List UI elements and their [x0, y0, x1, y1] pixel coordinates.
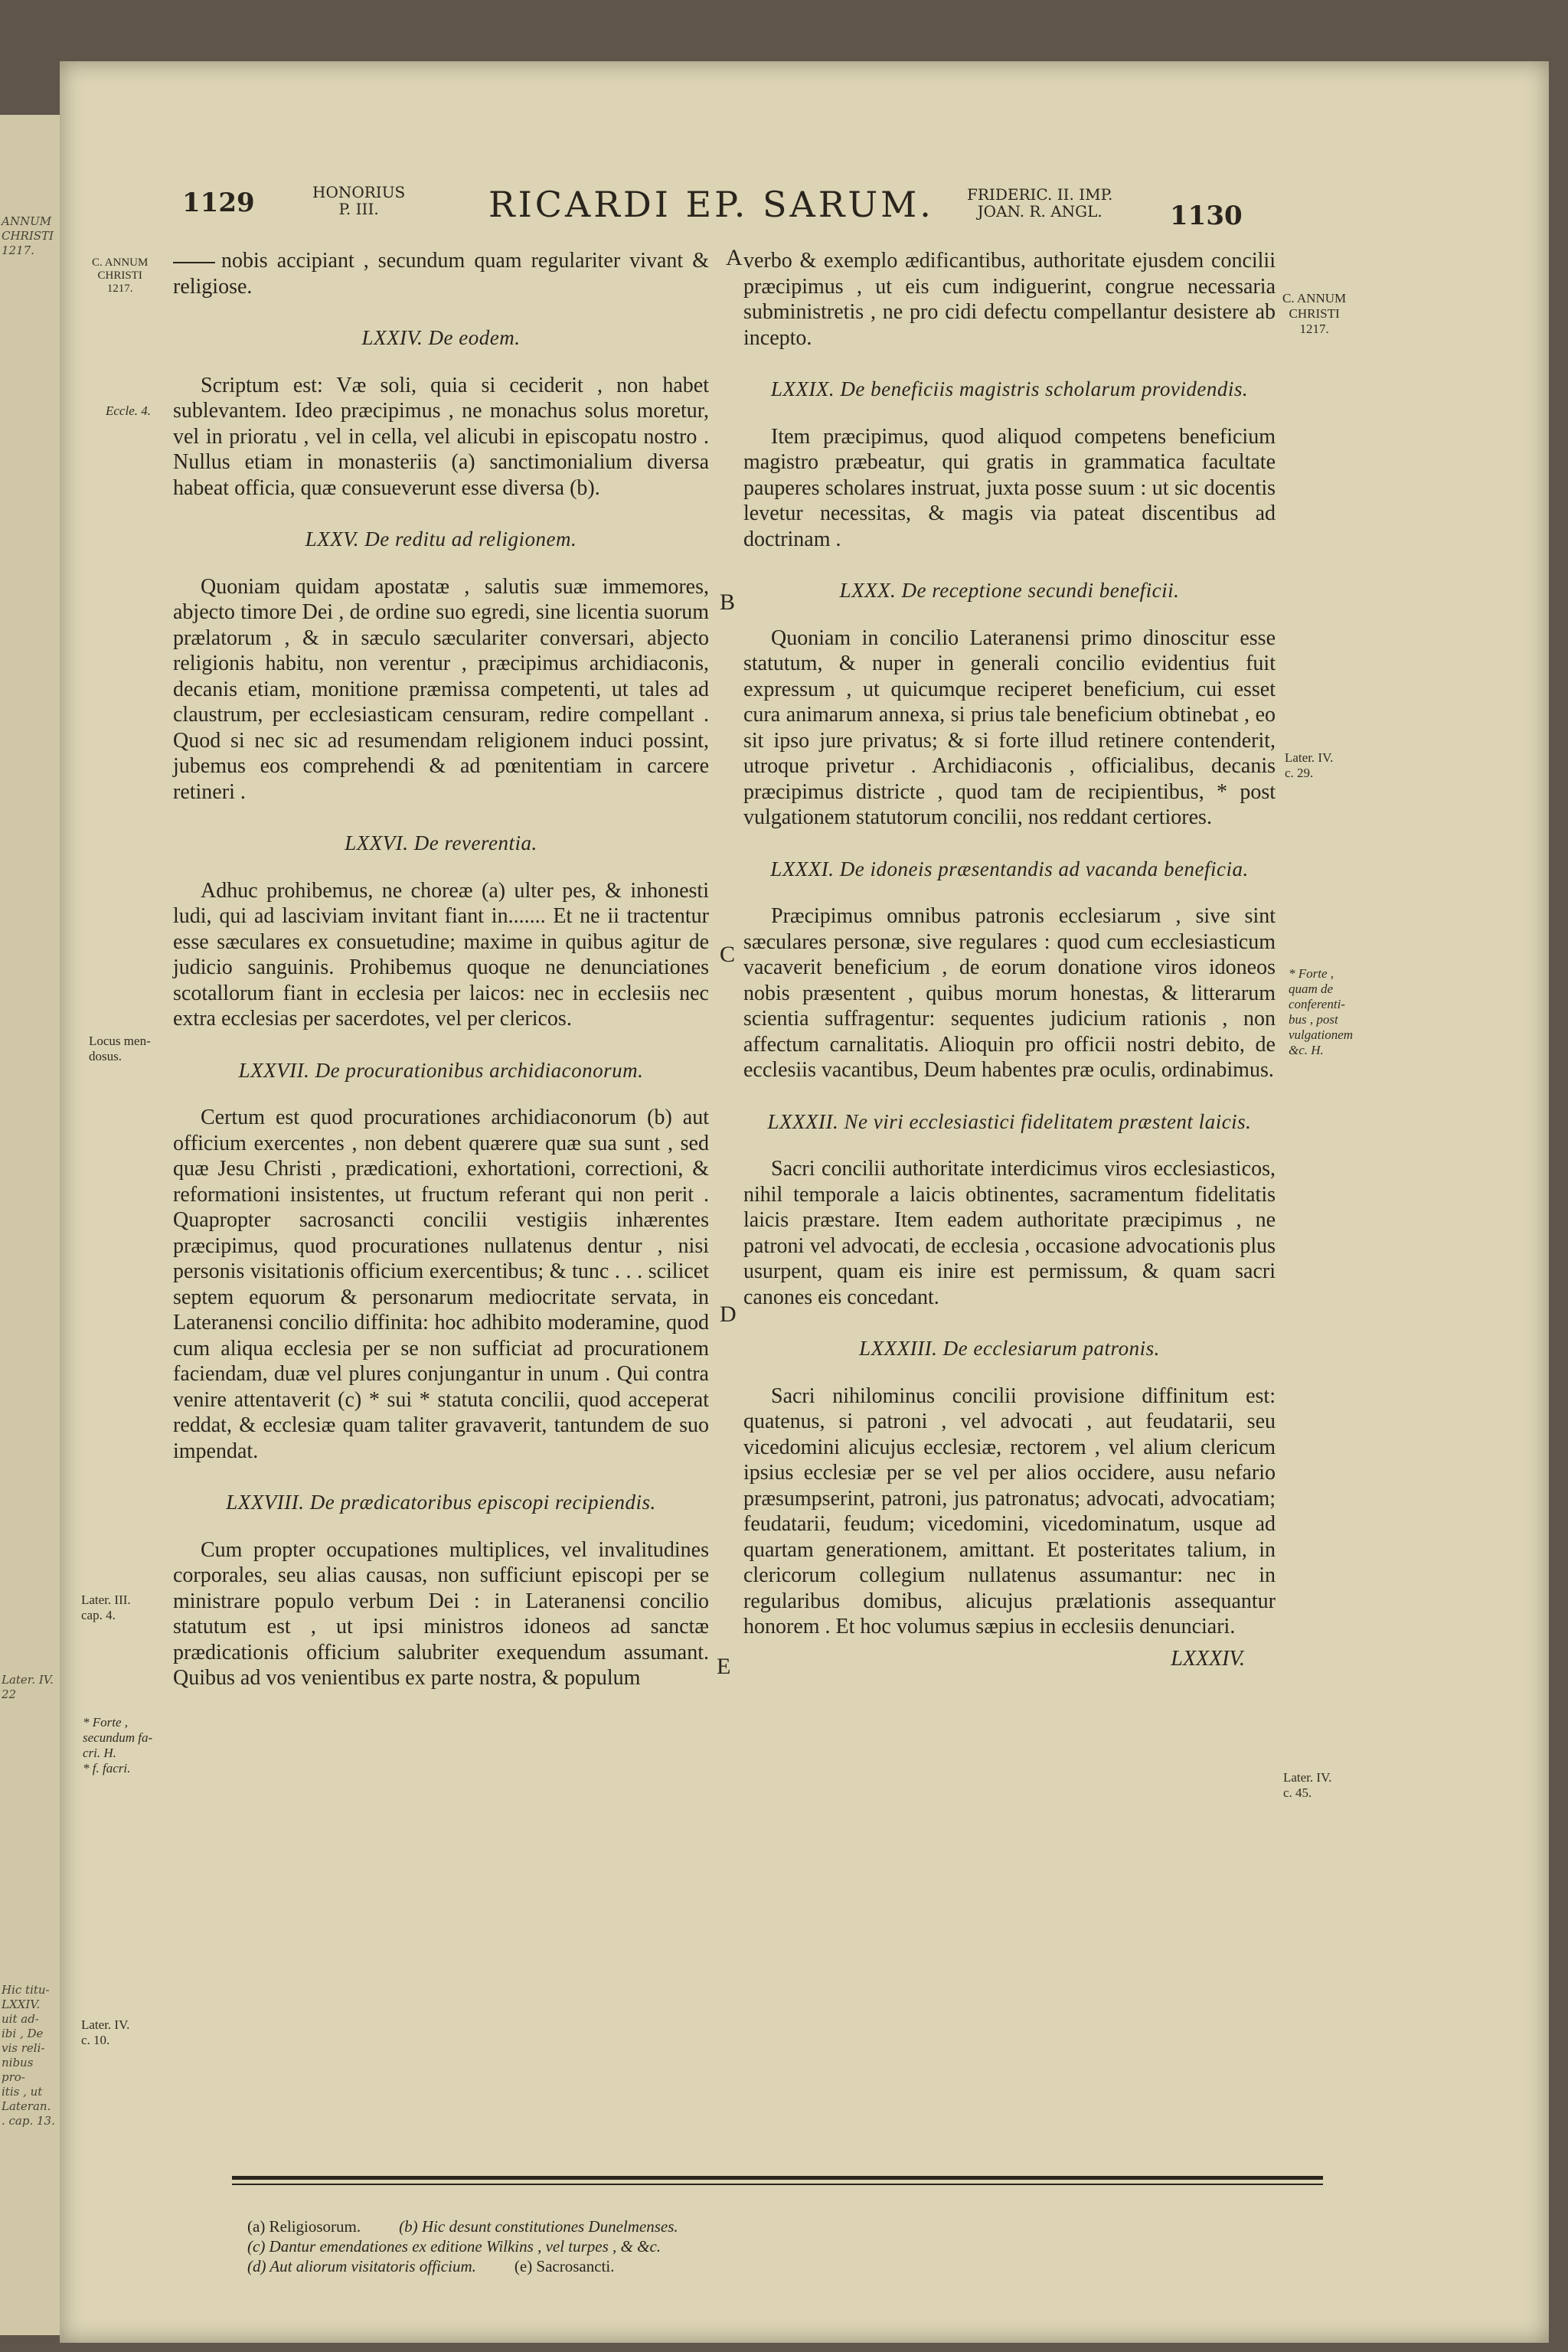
- footnotes: [247, 2216, 1166, 2276]
- footnote-a: (a) Religiosorum.: [247, 2217, 361, 2236]
- footnote-rule-thin: [232, 2184, 1323, 2185]
- footnote-rule-thick: [232, 2176, 1323, 2180]
- page-title: RICARDI EP. SARUM.: [488, 184, 934, 225]
- margin-forte-right-2: quam de: [1289, 982, 1334, 996]
- right-column: [743, 194, 1276, 1671]
- margin-annum-right-1: C. ANNUM: [1282, 291, 1347, 305]
- strip-annum-2: CHRISTI: [2, 229, 54, 243]
- margin-later-iii-1: Later. III.: [81, 1592, 131, 1607]
- margin-locus-2: dosus.: [89, 1049, 122, 1063]
- margin-eccle: Eccle. 4.: [106, 403, 151, 418]
- strip-annum-3: 1217.: [2, 243, 34, 257]
- strip-bottom-1: Hic titu-: [2, 1983, 50, 1997]
- paragraph-lxxiv: Scriptum est: Væ soli, quia si ceciderit , non habet sublevantem. Ideo præcipimus , ne monachus solus moretur, vel in prioratu , vel in cella, vel alicubi in episcopatu nostro . Nullus etiam in monasteriis (a) sanctimonialium diversa habeat officia, quæ consueverunt esse diversa (b).: [173, 373, 709, 500]
- paragraph-lxxix: Item præcipimus, quod aliquod competens beneficium magistro præbeatur, qui gratis in grammatica facultate pauperes scholares instruat, juxta posse suum : ut sic docentis levetur necessitas, & magis via pateat discentibus ad doctrinam .: [743, 424, 1276, 551]
- margin-forte-left-3: cri. H.: [83, 1746, 116, 1760]
- strip-later-iv-2: 22: [2, 1687, 17, 1701]
- heading-lxxxi: LXXXI. De idoneis præsentandis ad vacanda beneficia.: [770, 857, 1249, 880]
- lead-dash: [173, 262, 215, 263]
- strip-bottom-9: . cap. 13.: [2, 2114, 55, 2128]
- heading-lxxix: LXXIX. De beneficiis magistris scholarum providendis.: [770, 377, 1249, 400]
- margin-forte-right-4: bus , post: [1289, 1012, 1338, 1027]
- strip-bottom-8: Lateran.: [2, 2099, 51, 2113]
- margin-later-iii-2: cap. 4.: [81, 1608, 116, 1622]
- margin-locus-1: Locus men-: [89, 1034, 151, 1048]
- paragraph-lxxxii: Sacri concilii authoritate interdicimus viros ecclesiasticos, nihil temporale a laicis obtinentes, sacramentum fidelitatis laicis præstare. Item eadem authoritate præcipimus , ne patroni vel advocati, de ecclesia , occasione advocationis plus usurpent, quam eis inire est permissum, & quam sacri canones eis concedant.: [743, 1157, 1276, 1309]
- page-number-right: 1130: [1170, 201, 1243, 231]
- margin-forte-right-3: conferenti-: [1289, 997, 1345, 1011]
- page-number-left: 1129: [182, 188, 255, 218]
- running-head-right-line1: FRIDERIC. II. IMP.: [967, 185, 1113, 204]
- heading-lxxvii: LXXVII. De procurationibus archidiaconorum.: [238, 1058, 644, 1082]
- margin-annum-left-1: C. ANNUM: [92, 256, 149, 269]
- margin-forte-right: [1289, 966, 1353, 1058]
- margin-annum-right-2: CHRISTI: [1289, 306, 1340, 321]
- footnote-d: (d) Aut aliorum visitatoris officium.: [247, 2257, 476, 2275]
- margin-forte-right-6: &c. H.: [1289, 1043, 1324, 1057]
- margin-later-iv-29-2: c. 29.: [1285, 766, 1314, 780]
- margin-forte-left-2: secundum fa-: [83, 1730, 153, 1745]
- left-column: [173, 194, 709, 1697]
- margin-forte-left-4: * f. facri.: [83, 1761, 131, 1775]
- section-letter-b: B: [720, 590, 736, 615]
- margin-later-iv-left: [81, 2017, 129, 2048]
- strip-bottom-6: nibus pro-: [2, 2056, 34, 2084]
- margin-later-iv-45-1: Later. IV.: [1283, 1770, 1332, 1785]
- paragraph-lxxv: Quoniam quidam apostatæ , salutis suæ immemores, abjecto timore Dei , de ordine suo egredi, sine licentia suorum prælatorum , & in sæculo sæculariter conversari, abjecto religionis habitu, non verentur , præcipimus archidiaconis, decanis etiam, monitione præmissa competenti, ut tales ad claustrum, per ecclesiasticam censuram, redire compellant . Quod si nec sic ad resumendam religionem induci possint, jubemus eos comprehendi & ad pœnitentiam in carcere retineri .: [173, 574, 709, 804]
- strip-bottom-5: vis reli-: [2, 2041, 45, 2055]
- book-page: [60, 61, 1549, 2343]
- strip-later-iv-1: Later. IV.: [2, 1673, 54, 1687]
- footnote-e: (e) Sacrosancti.: [514, 2257, 615, 2275]
- paragraph-lxxvii: Certum est quod procurationes archidiaconorum (b) aut officium exercentes , non debent quærere quæ sua sunt , sed quæ Jesu Christi , prædicationi, exhortationi, correctioni, & reformationi insistentes, ut fructum referant qui non perit . Quapropter sacrosancti concilii vestigiis inhærentes præcipimus, quod procurationes nullatenus dentur , nisi personis visitationis officium exercentibus; & tunc . . . scilicet septem equorum & personarum mediocritate servata, in Lateranensi concilio diffinita: hoc adhibito moderamine, quod cum aliqua ecclesia per se non sufficiat ad procurationem faciendam, duæ vel plures conjungantur in unum . Qui contra venire attentaverit (c) * sui * statuta concilii, quod acceperat reddat, & ecclesiæ quam taliter gravaverit, tantundem de suo impendat.: [173, 1106, 709, 1463]
- margin-later-iv-45: [1283, 1770, 1331, 1801]
- margin-later-iv-45-2: c. 45.: [1283, 1785, 1312, 1800]
- section-letter-e: E: [717, 1654, 731, 1679]
- margin-annum-left: [92, 256, 148, 296]
- catchword-lxxxiv: LXXXIV.: [1171, 1646, 1245, 1671]
- heading-lxxvi: LXXVI. De reverentia.: [345, 831, 537, 854]
- margin-later-iv-29-1: Later. IV.: [1285, 750, 1334, 765]
- margin-annum-left-2: CHRISTI: [97, 270, 142, 282]
- margin-annum-right-3: 1217.: [1299, 322, 1329, 336]
- section-letter-a: A: [726, 245, 743, 270]
- margin-later-iv-left-1: Later. IV.: [81, 2017, 130, 2032]
- heading-lxxviii: LXXVIII. De prædicatoribus episcopi recipiendis.: [226, 1491, 656, 1514]
- margin-forte-left: [83, 1715, 152, 1776]
- footnote-c: (c) Dantur emendationes ex editione Wilkins , vel turpes , & &c.: [247, 2237, 662, 2256]
- paragraph-lxxvi: Adhuc prohibemus, ne choreæ (a) ulter pes, & inhonesti ludi, qui ad lasciviam invitant fiant in....... Et ne ii tractentur esse sæculares ex consuetudine; maxime in quibus agitur de judicio sanguinis. Prohibemus quoque ne denunciationes scotallorum fiant in ecclesia per laicos: nec in ecclesiis nec extra ecclesias per sacerdotes, vel per clericos.: [173, 878, 709, 1031]
- strip-later-iv: [2, 1673, 58, 1702]
- strip-bottom-2: LXXIV.: [2, 1998, 41, 2011]
- margin-annum-left-3: 1217.: [106, 283, 133, 295]
- paragraph-lxxviii: Cum propter occupationes multiplices, vel invalitudines corporales, seu alias causas, non sufficiunt episcopi per se ministrare populo verbum Dei : in Lateranensi concilio statutum est , ut ipsi ministros idoneos ad sanctæ prædicationis officium salubriter exequendum assumant. Quibus ad vos venientibus ex parte nostra, & populum: [173, 1537, 709, 1690]
- footnote-b: (b) Hic desunt constitutiones Dunelmenses.: [399, 2217, 678, 2236]
- margin-later-iv-left-2: c. 10.: [81, 2033, 110, 2047]
- running-head-left-line2: P. III.: [338, 200, 379, 218]
- left-intro-text: nobis accipiant , secundum quam regulariter vivant & religiose.: [173, 249, 709, 299]
- margin-locus: [89, 1034, 151, 1064]
- strip-bottom-note: [2, 1983, 58, 2128]
- margin-forte-right-5: vulgationem: [1289, 1027, 1354, 1042]
- margin-forte-right-1: * Forte ,: [1289, 966, 1334, 981]
- right-intro-text: verbo & exemplo ædificantibus, authoritate ejusdem concilii præcipimus , ut eis cum indiguerint, congrue necessaria subministretis , ne pro cidi defectu compellantur desistere ab incepto.: [743, 249, 1276, 350]
- heading-lxxx: LXXX. De receptione secundi beneficii.: [839, 579, 1180, 602]
- margin-later-iii: [81, 1592, 131, 1623]
- running-head-right-line2: JOAN. R. ANGL.: [977, 202, 1102, 220]
- margin-forte-left-1: * Forte ,: [83, 1715, 129, 1730]
- running-head-left-line1: HONORIUS: [312, 183, 406, 201]
- heading-lxxxiii: LXXXIII. De ecclesiarum patronis.: [859, 1337, 1160, 1360]
- previous-page-edge: [0, 115, 60, 2335]
- margin-annum-right: [1282, 291, 1346, 337]
- strip-bottom-3: uit ad-: [2, 2012, 39, 2026]
- paragraph-lxxxiii: Sacri nihilominus concilii provisione diffinitum est: quatenus, si patroni , vel advocati , aut feudatarii, seu vicedomini alicujus ecclesiæ, rectorem , vel alium clericum ipsius ecclesiæ per se vel per alios occidere, ausu nefario præsumpserint, patroni, jus patronatus; advocati, advocatiam; feudatarii, feudum; vicedomini, vicedominatum, usque ad quartam generationem, amittant. Et posteritates talium, in clericorum collegium nullatenus assumantur: nec in regularibus domibus, alicujus prælationis assequantur honorem . Et hoc volumus sæpius in ecclesiis denunciari.: [743, 1383, 1276, 1638]
- margin-later-iv-29: [1285, 750, 1333, 781]
- strip-annum-1: ANNUM: [2, 214, 52, 228]
- paragraph-lxxxi: Præcipimus omnibus patronis ecclesiarum , sive sint sæculares personæ, sive regulares : quod cum ecclesiasticum vacaverit beneficium , de eorum donatione viros idoneos nobis præsentent , quibus morum honestas, & litterarum scientia suffragentur: sequentes judicium rationis , non affectum carnalitatis. Alioquin pro officii nostri debito, de ecclesiis vacantibus, Deum habentes præ oculis, ordinabimus.: [743, 904, 1276, 1082]
- strip-bottom-4: ibi , De: [2, 2027, 44, 2040]
- heading-lxxv: LXXV. De reditu ad religionem.: [305, 528, 577, 550]
- section-letter-d: D: [720, 1302, 737, 1327]
- heading-lxxxii: LXXXII. Ne viri ecclesiastici fidelitatem præstent laicis.: [767, 1109, 1252, 1133]
- strip-bottom-7: itis , ut: [2, 2085, 43, 2099]
- heading-lxxiv: LXXIV. De eodem.: [361, 326, 521, 349]
- section-letter-c: C: [720, 942, 736, 967]
- paragraph-lxxx: Quoniam in concilio Lateranensi primo dinoscitur esse statutum, & nuper in generali concilio evidentius fuit expressum , ut quicumque reciperet beneficium, cui esset cura animarum annexa, si prius tale beneficium obtinebat , eo sit ipso jure privatus; & si forte illud retinere contenderit, utroque privetur . Archidiaconis , officialibus, decanis præcipimus districte , quod tam de recipientibus, * post vulgationem statutorum concilii, nos reddant certiores.: [743, 626, 1276, 829]
- strip-annum: [2, 214, 58, 258]
